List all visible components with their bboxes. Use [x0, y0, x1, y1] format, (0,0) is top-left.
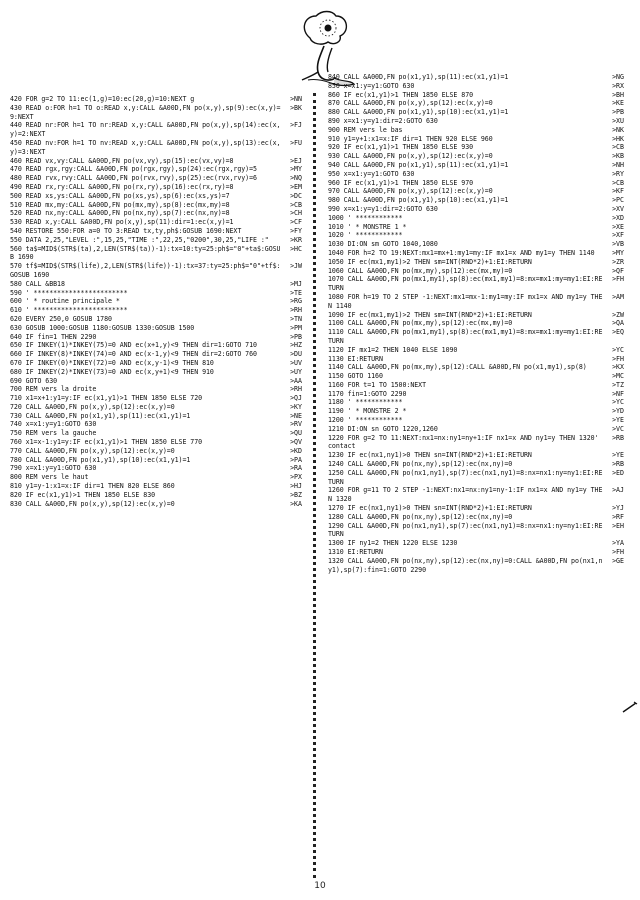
code-text: 440 READ nr:FOR h=1 TO nr:READ x,y:CALL &A00D,FN po(x,y),sp(14):ec(x,y)=2:NEXT [10, 121, 281, 139]
checksum: >RH [290, 306, 302, 315]
code-line [10, 227, 302, 236]
code-line [10, 482, 302, 491]
checksum: >EH [612, 521, 624, 530]
checksum: >EQ [612, 328, 624, 337]
checksum: >QU [290, 429, 302, 438]
checksum: >XF [612, 231, 624, 240]
code-line [328, 407, 624, 416]
code-line [328, 319, 624, 328]
code-text: 640 IF fin=1 THEN 2290 [10, 332, 97, 341]
checksum: >YD [612, 407, 624, 416]
code-text: 1020 ' ************ [328, 231, 403, 240]
code-text: 620 EVERY 250,0 GOSUB 1780 [10, 314, 112, 323]
code-line [328, 82, 624, 91]
checksum: >DC [290, 191, 302, 200]
checksum: >XU [612, 116, 624, 125]
code-line [328, 258, 624, 267]
code-line [328, 425, 624, 434]
code-text: 1040 FOR h=2 TO 19:NEXT:mx1=mx+1:my1=my:IF mx1=x AND my1=y THEN 1140 [328, 248, 595, 257]
code-line [10, 104, 302, 122]
code-text: 720 CALL &A00D,FN po(x,y),sp(12):ec(x,y)=0 [10, 402, 175, 411]
code-text: 1010 ' * MONSTRE 1 * [328, 222, 407, 231]
code-text: 570 tf$=MID$(STR$(life),2,LEN(STR$(life))-1):tx=37:ty=25:ph$="0"+tf$:GOSUB 1690 [10, 262, 281, 279]
code-line [328, 346, 624, 355]
code-text: 1060 CALL &A00D,FN po(mx,my),sp(12):ec(mx,my)=0 [328, 266, 513, 275]
checksum: >KY [290, 402, 302, 411]
code-line [10, 280, 302, 289]
checksum: >RY [612, 169, 624, 178]
code-text: 880 CALL &A00D,FN po(x1,y1),sp(10):ec(x1,y1)=1 [328, 108, 509, 117]
checksum: >CF [290, 218, 302, 227]
code-line [10, 447, 302, 456]
code-line [328, 108, 624, 117]
code-text: 540 RESTORE 550:FOR a=0 TO 3:READ tx,ty,ph$:GOSUB 1690:NEXT [10, 226, 242, 235]
code-text: 1120 IF mx1=2 THEN 1040 ELSE 1090 [328, 345, 458, 354]
code-text: 830 CALL &A00D,FN po(x,y),sp(12):ec(x,y)=0 [10, 499, 175, 508]
checksum: >FY [290, 226, 302, 235]
code-line [328, 381, 624, 390]
code-line [328, 223, 624, 232]
code-line [10, 341, 302, 350]
code-line [328, 328, 624, 346]
checksum: >HK [612, 134, 624, 143]
checksum: >PA [290, 455, 302, 464]
checksum: >FH [612, 548, 624, 557]
checksum: >XE [612, 222, 624, 231]
code-text: 590 ' ************************ [10, 288, 128, 297]
code-text: 780 CALL &A00D,FN po(x1,y1),sp(10):ec(x1,y1)=1 [10, 455, 191, 464]
checksum: >KB [612, 152, 624, 161]
code-line [328, 372, 624, 381]
code-text: 740 x=x1:y=y1:GOTO 630 [10, 420, 97, 429]
checksum: >PB [290, 332, 302, 341]
checksum: >VC [612, 424, 624, 433]
code-line [328, 205, 624, 214]
code-text: 690 GOTO 630 [10, 376, 58, 385]
checksum: >ZR [612, 257, 624, 266]
checksum: >TN [290, 314, 302, 323]
code-line [10, 420, 302, 429]
code-line [328, 249, 624, 258]
checksum: >NN [290, 95, 302, 103]
checksum: >HZ [290, 341, 302, 350]
checksum: >YC [612, 345, 624, 354]
code-text: 970 CALL &A00D,FN po(x,y),sp(12):ec(x,y)=0 [328, 187, 493, 196]
code-line [10, 95, 302, 104]
listing-column-left [10, 95, 302, 508]
code-line [10, 500, 302, 509]
code-text: 1190 ' * MONSTRE 2 * [328, 407, 407, 416]
code-line [10, 289, 302, 298]
code-text: 960 IF ec(x1,y1)>1 THEN 1850 ELSE 970 [328, 178, 474, 187]
code-line [10, 245, 302, 263]
checksum: >YJ [612, 504, 624, 513]
code-text: 1250 CALL &A00D,FN po(nx1,ny1),sp(7):ec(nx1,ny1)=8:nx=nx1:ny=ny1:EI:RETURN [328, 468, 603, 486]
code-line [328, 91, 624, 100]
checksum: >FH [612, 275, 624, 284]
code-line [10, 368, 302, 377]
code-text: 610 ' ************************ [10, 306, 128, 315]
code-text: 1320 CALL &A00D,FN po(nx,ny),sp(12):ec(nx,ny)=0:CALL &A00D,FN po(nx1,ny1),sp(7):fin=1:GOTO 2290 [328, 556, 603, 574]
code-text: 1100 CALL &A00D,FN po(mx,my),sp(12):ec(mx,my)=0 [328, 319, 513, 328]
code-line [328, 187, 624, 196]
checksum: >QJ [290, 394, 302, 403]
code-text: 770 CALL &A00D,FN po(x,y),sp(12):ec(x,y)=0 [10, 446, 175, 455]
code-text: 990 x=x1:y=y1:dir=2:GOTO 630 [328, 204, 438, 213]
code-text: 520 READ nx,ny:CALL &A00D,FN po(nx,ny),sp(7):ec(nx,ny)=8 [10, 209, 230, 218]
code-text: 500 READ xs,ys:CALL &A00D,FN po(xs,ys),sp(6):ec(xs,ys)=7 [10, 191, 230, 200]
code-text: 680 IF INKEY(2)*INKEY(73)=0 AND ec(x,y+1)<9 THEN 910 [10, 367, 214, 376]
checksum: >VB [612, 240, 624, 249]
page-number: 10 [314, 881, 326, 891]
checksum: >CB [290, 200, 302, 209]
checksum: >YE [612, 451, 624, 460]
code-text: 1240 CALL &A00D,FN po(nx,ny),sp(12):ec(nx,ny)=0 [328, 460, 513, 469]
code-line [10, 236, 302, 245]
checksum: >GE [612, 556, 624, 565]
code-line [10, 139, 302, 157]
code-line [10, 315, 302, 324]
code-line [328, 311, 624, 320]
code-text: 450 READ nv:FOR h=1 TO nv:READ x,y:CALL &A00D,FN po(x,y),sp(13):ec(x,y)=3:NEXT [10, 138, 281, 156]
code-line [328, 460, 624, 469]
checksum: >QA [612, 319, 624, 328]
code-text: 940 CALL &A00D,FN po(x1,y1),sp(11):ec(x1,y1)=1 [328, 160, 509, 169]
code-line [10, 412, 302, 421]
code-line [10, 262, 302, 280]
checksum: >UY [290, 367, 302, 376]
code-text: 710 x1=x+1:y1=y:IF ec(x1,y1)>1 THEN 1850 ELSE 720 [10, 394, 203, 403]
column-divider [313, 93, 316, 878]
pencil-mark-icon [622, 701, 638, 713]
checksum: >MY [290, 165, 302, 174]
code-line [10, 438, 302, 447]
checksum: >ED [612, 468, 624, 477]
checksum: >BK [290, 103, 302, 112]
checksum: >NG [612, 73, 624, 81]
code-line [328, 557, 624, 575]
code-line [10, 121, 302, 139]
checksum: >RG [290, 297, 302, 306]
code-text: 510 READ mx,my:CALL &A00D,FN po(mx,my),sp(8):ec(mx,my)=8 [10, 200, 230, 209]
checksum: >KA [290, 499, 302, 508]
code-line [328, 539, 624, 548]
checksum: >FU [290, 138, 302, 147]
checksum: >MY [612, 248, 624, 257]
code-line [10, 201, 302, 210]
checksum: >HJ [290, 482, 302, 491]
code-line [328, 390, 624, 399]
checksum: >EJ [290, 156, 302, 165]
code-line [328, 161, 624, 170]
code-text: 750 REM vers la gauche [10, 429, 97, 438]
code-text: 1070 CALL &A00D,FN po(mx1,my1),sp(8):ec(mx1,my1)=8:mx=mx1:my=my1:EI:RETURN [328, 275, 603, 293]
code-text: 1030 DI:ON sm GOTO 1040,1080 [328, 240, 438, 249]
checksum: >UV [290, 358, 302, 367]
checksum: >XV [612, 204, 624, 213]
checksum: >MJ [290, 279, 302, 288]
code-text: 1150 GOTO 1160 [328, 372, 383, 381]
code-line [10, 306, 302, 315]
checksum: >KX [612, 363, 624, 372]
checksum: >EM [290, 182, 302, 191]
code-text: 900 REM vers le bas [328, 125, 403, 134]
code-text: 430 READ o:FOR h=1 TO o:READ x,y:CALL &A00D,FN po(x,y),sp(9):ec(x,y)=9:NEXT [10, 103, 281, 121]
checksum: >PB [612, 108, 624, 117]
code-line [328, 240, 624, 249]
checksum: >AM [612, 292, 624, 301]
code-line [328, 170, 624, 179]
code-line [328, 214, 624, 223]
code-text: 660 IF INKEY(8)*INKEY(74)=0 AND ec(x-1,y)<9 THEN dir=2:GOTO 760 [10, 350, 257, 359]
code-line [328, 434, 624, 452]
code-line [10, 385, 302, 394]
code-line [328, 99, 624, 108]
code-text: 530 READ x,y:CALL &A00D,FN po(x,y),sp(11):dir=1:ec(x,y)=1 [10, 218, 234, 227]
code-text: 730 CALL &A00D,FN po(x1,y1),sp(11):ec(x1,y1)=1 [10, 411, 191, 420]
code-text: 650 IF INKEY(1)*INKEY(75)=0 AND ec(x+1,y)<9 THEN dir=1:GOTO 710 [10, 341, 257, 350]
code-text: 1260 FOR g=11 TO 2 STEP -1:NEXT:nx1=nx:ny1=ny-1:IF nx1=x AND ny1=y THEN 1320 [328, 486, 603, 504]
code-line [328, 363, 624, 372]
code-line [10, 350, 302, 359]
code-line [328, 267, 624, 276]
code-text: 1110 CALL &A00D,FN po(mx1,my1),sp(8):ec(mx1,my1)=8:mx=mx1:my=my1:EI:RETURN [328, 328, 603, 345]
code-line [328, 231, 624, 240]
checksum: >KR [290, 235, 302, 244]
code-line [328, 548, 624, 557]
code-text: 1090 IF ec(mx1,my1)>2 THEN sm=INT(RND*2)+1:EI:RETURN [328, 310, 532, 319]
code-text: 1130 EI:RETURN [328, 354, 383, 363]
code-line [10, 324, 302, 333]
code-text: 840 CALL &A00D,FN po(x1,y1),sp(11):ec(x1,y1)=1 [328, 73, 509, 81]
code-line [328, 179, 624, 188]
code-text: 860 IF ec(x1,y1)>1 THEN 1850 ELSE 870 [328, 90, 474, 99]
checksum: >KD [290, 446, 302, 455]
checksum: >RV [290, 420, 302, 429]
checksum: >RH [290, 385, 302, 394]
code-line [328, 143, 624, 152]
code-line [328, 416, 624, 425]
code-line [10, 403, 302, 412]
code-line [328, 355, 624, 364]
checksum: >PM [290, 323, 302, 332]
checksum: >DU [290, 350, 302, 359]
code-text: 460 READ vx,vy:CALL &A00D,FN po(vx,vy),sp(15):ec(vx,vy)=8 [10, 156, 234, 165]
checksum: >KE [612, 99, 624, 108]
code-text: 1290 CALL &A00D,FN po(nx1,ny1),sp(7):ec(nx1,ny1)=8:nx=nx1:ny=ny1:EI:RETURN [328, 521, 603, 539]
code-text: 480 READ rvx,rvy:CALL &A00D,FN po(rvx,rvy),sp(25):ec(rvx,rvy)=6 [10, 174, 257, 183]
code-text: 760 x1=x-1:y1=y:IF ec(x1,y1)>1 THEN 1850 ELSE 770 [10, 438, 203, 447]
code-text: 1230 IF ec(nx1,ny1)>0 THEN sn=INT(RND*2)+1:EI:RETURN [328, 451, 532, 460]
code-text: 1210 DI:ON sn GOTO 1220,1260 [328, 424, 438, 433]
code-text: 1170 fin=1:GOTO 2290 [328, 389, 407, 398]
code-text: 580 CALL &BB18 [10, 279, 65, 288]
checksum: >FJ [290, 121, 302, 130]
code-text: 820 IF ec(x1,y1)>1 THEN 1850 ELSE 830 [10, 490, 156, 499]
checksum: >TE [290, 288, 302, 297]
code-line [10, 174, 302, 183]
code-line [328, 486, 624, 504]
checksum: >QF [612, 266, 624, 275]
code-text: 1180 ' ************ [328, 398, 403, 407]
code-line [10, 429, 302, 438]
code-text: 1140 CALL &A00D,FN po(mx,my),sp(12):CALL &A00D,FN po(x1,my1),sp(8) [328, 363, 587, 372]
code-line [10, 473, 302, 482]
checksum: >CB [612, 178, 624, 187]
checksum: >QV [290, 438, 302, 447]
code-text: 1080 FOR h=19 TO 2 STEP -1:NEXT:mx1=mx-1:my1=my:IF mx1=x AND my1=y THEN 1140 [328, 292, 603, 310]
code-line [10, 157, 302, 166]
checksum: >AJ [612, 486, 624, 495]
code-text: 870 CALL &A00D,FN po(x,y),sp(12):ec(x,y)=0 [328, 99, 493, 108]
code-text: 1310 EI:RETURN [328, 548, 383, 557]
code-text: 600 ' * routine principale * [10, 297, 120, 306]
code-line [10, 333, 302, 342]
code-text: 550 DATA 2,25,"LEVEL :",15,25,"TIME :",22,25,"0200",30,25,"LIFE :" [10, 235, 269, 244]
checksum: >RF [612, 512, 624, 521]
code-text: 800 REM vers le haut [10, 473, 89, 482]
code-text: 890 x=x1:y=y1:dir=2:GOTO 630 [328, 116, 438, 125]
checksum: >NF [612, 389, 624, 398]
code-line [10, 359, 302, 368]
code-text: 1050 IF ec(mx1,my1)>2 THEN sm=INT(RND*2)+1:EI:RETURN [328, 257, 532, 266]
code-text: 920 IF ec(x1,y1)>1 THEN 1850 ELSE 930 [328, 143, 474, 152]
checksum: >RX [612, 81, 624, 90]
code-text: 670 IF INKEY(0)*INKEY(72)=0 AND ec(x,y-1)<9 THEN 810 [10, 358, 214, 367]
code-text: 950 x=x1:y=y1:GOTO 630 [328, 169, 415, 178]
code-line [328, 504, 624, 513]
code-line [328, 126, 624, 135]
code-line [328, 152, 624, 161]
code-text: 910 y1=y+1:x1=x:IF dir=1 THEN 920 ELSE 960 [328, 134, 493, 143]
code-text: 850 x=x1:y=y1:GOTO 630 [328, 81, 415, 90]
checksum: >NQ [290, 174, 302, 183]
checksum: >NK [612, 125, 624, 134]
code-line [328, 73, 624, 82]
checksum: >RB [612, 460, 624, 469]
code-line [328, 451, 624, 460]
checksum: >NE [290, 411, 302, 420]
code-line [328, 398, 624, 407]
code-line [10, 183, 302, 192]
code-line [10, 456, 302, 465]
code-line [10, 209, 302, 218]
checksum: >CB [612, 143, 624, 152]
code-line [328, 293, 624, 311]
code-text: 790 x=x1:y=y1:GOTO 630 [10, 464, 97, 473]
checksum: >KF [612, 187, 624, 196]
checksum: >YC [612, 398, 624, 407]
code-text: 1300 IF ny1=2 THEN 1220 ELSE 1230 [328, 539, 458, 548]
code-line [10, 464, 302, 473]
code-text: 700 REM vers la droite [10, 385, 97, 394]
code-text: 1280 CALL &A00D,FN po(nx,ny),sp(12):ec(nx,ny)=0 [328, 512, 513, 521]
checksum: >NH [612, 160, 624, 169]
code-text: 1220 FOR g=2 TO 11:NEXT:nx1=nx:ny1=ny+1:IF nx1=x AND ny1=y THEN 1320' contact [328, 433, 603, 451]
code-line [10, 192, 302, 201]
code-line [328, 275, 624, 293]
code-text: 1270 IF ec(nx1,ny1)>0 THEN sn=INT(RND*2)+1:EI:RETURN [328, 504, 532, 513]
code-line [328, 469, 624, 487]
checksum: >BZ [290, 490, 302, 499]
code-text: 980 CALL &A00D,FN po(x1,y1),sp(10):ec(x1,y1)=1 [328, 196, 509, 205]
listing-column-right [328, 73, 624, 574]
checksum: >PC [612, 196, 624, 205]
code-line [10, 297, 302, 306]
code-text: 470 READ rgx,rgy:CALL &A00D,FN po(rgx,rgy),sp(24):ec(rgx,rgy)=5 [10, 165, 257, 174]
code-line [328, 135, 624, 144]
code-line [10, 165, 302, 174]
code-text: 1200 ' ************ [328, 416, 403, 425]
checksum: >YA [612, 539, 624, 548]
code-line [328, 196, 624, 205]
code-text: 630 GOSUB 1000:GOSUB 1180:GOSUB 1330:GOSUB 1500 [10, 323, 195, 332]
checksum: >BH [612, 90, 624, 99]
code-line [328, 117, 624, 126]
checksum: >XD [612, 213, 624, 222]
code-line [10, 377, 302, 386]
code-text: 1160 FOR t=1 TO 1500:NEXT [328, 380, 426, 389]
code-text: 490 READ rx,ry:CALL &A00D,FN po(rx,ry),sp(16):ec(rx,ry)=8 [10, 182, 234, 191]
code-text: 420 FOR g=2 TO 11:ec(1,g)=10:ec(20,g)=10:NEXT g [10, 95, 195, 103]
checksum: >AA [290, 376, 302, 385]
code-text: 810 y1=y-1:x1=x:IF dir=1 THEN 820 ELSE 860 [10, 482, 175, 491]
code-line [328, 513, 624, 522]
code-text: 560 ta$=MID$(STR$(ta),2,LEN(STR$(ta))-1):tx=10:ty=25:ph$="0"+ta$:GOSUB 1690 [10, 244, 281, 262]
code-text: 930 CALL &A00D,FN po(x,y),sp(12):ec(x,y)=0 [328, 152, 493, 161]
checksum: >YE [612, 416, 624, 425]
checksum: >MC [612, 372, 624, 381]
checksum: >PX [290, 473, 302, 482]
checksum: >FH [612, 354, 624, 363]
checksum: >RA [290, 464, 302, 473]
code-line [10, 491, 302, 500]
checksum: >ZW [612, 310, 624, 319]
code-text: 1000 ' ************ [328, 213, 403, 222]
checksum: >HC [290, 244, 302, 253]
checksum: >RB [612, 433, 624, 442]
checksum: >JW [290, 262, 302, 271]
checksum: >CH [290, 209, 302, 218]
code-line [328, 522, 624, 540]
checksum: >TZ [612, 380, 624, 389]
code-line [10, 394, 302, 403]
code-line [10, 218, 302, 227]
